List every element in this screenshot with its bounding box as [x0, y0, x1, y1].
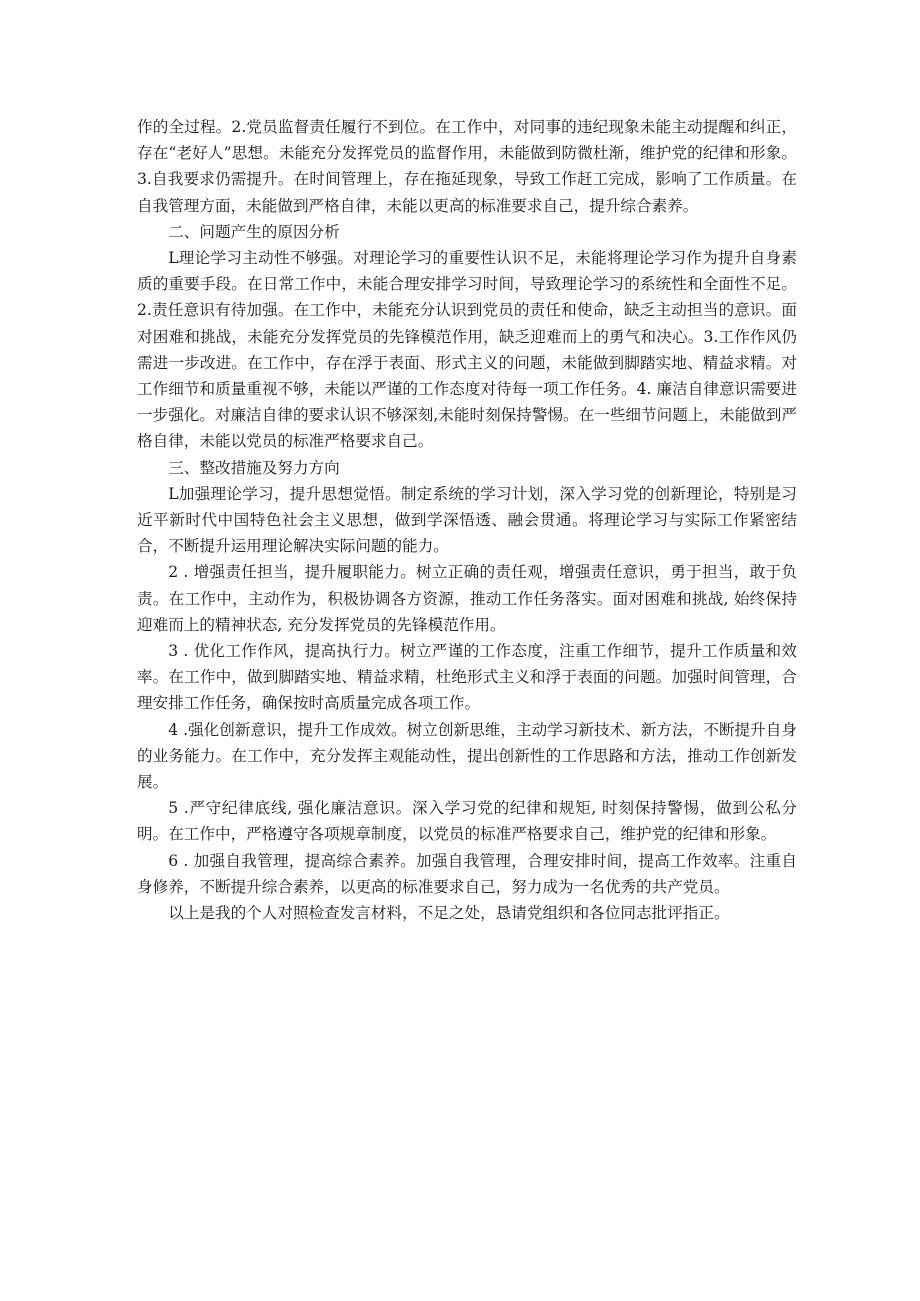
rectification-item: L加强理论学习，提升思想觉悟。制定系统的学习计划，深入学习党的创新理论，特别是习近平新时代中国特色社会主义思想，做到学深悟透、融会贯通。将理论学习与实际工作紧密结合，不断提升运用理论解决实际问题的能力。 [137, 484, 797, 556]
closing-paragraph: 以上是我的个人对照检查发言材料，不足之处，恳请党组织和各位同志批评指正。 [168, 904, 730, 923]
opening-paragraph: 作的全过程。2.党员监督责任履行不到位。在工作中，对同事的违纪现象未能主动提醒和纠正，存在“老好人”思想。未能充分发挥党员的监督作用，未能做到防微杜渐，维护党的纪律和形象。3.自我要求仍需提升。在时间管理上，存在拖延现象，导致工作赶工完成，影响了工作质量。在自我管理方面，未能做到严格自律，未能以更高的标准要求自己，提升综合素养。 [137, 118, 797, 215]
rectification-item: 6 . 加强自我管理，提高综合素养。加强自我管理，合理安排时间，提高工作效率。注重自身修养，不断提升综合素养，以更高的标准要求自己，努力成为一名优秀的共产党员。 [137, 851, 797, 896]
rectification-item: 4 .强化创新意识，提升工作成效。树立创新思维，主动学习新技术、新方法，不断提升自身的业务能力。在工作中，充分发挥主观能动性，提出创新性的工作思路和方法，推动工作创新发展。 [137, 720, 797, 792]
document-page [137, 114, 797, 926]
rectification-item: 2 . 增强责任担当，提升履职能力。树立正确的责任观，增强责任意识，勇于担当，敢于负责。在工作中，主动作为，积极协调各方资源，推动工作任务落实。面对困难和挑战, 始终保持迎难而上的精神状态, 充分发挥党员的先锋模范作用。 [137, 563, 797, 634]
rectification-item: 5 .严守纪律底线, 强化廉洁意识。深入学习党的纪律和规矩, 时刻保持警惕，做到公私分明。在工作中，严格遵守各项规章制度，以党员的标准严格要求自己，维护党的纪律和形象。 [137, 799, 797, 844]
section-heading-cause-analysis: 二、问题产生的原因分析 [168, 222, 340, 241]
cause-analysis-paragraph: L理论学习主动性不够强。对理论学习的重要性认识不足，未能将理论学习作为提升自身素质的重要手段。在日常工作中，未能合理安排学习时间，导致理论学习的系统性和全面性不足。2.责任意识有待加强。在工作中，未能充分认识到党员的责任和使命，缺乏主动担当的意识。面对困难和挑战，未能充分发挥党员的先锋模范作用，缺乏迎难而上的勇气和决心。3.工作作风仍需进一步改进。在工作中，存在浮于表面、形式主义的问题，未能做到脚踏实地、精益求精。对工作细节和质量重视不够，未能以严谨的工作态度对待每一项工作任务。4. 廉洁自律意识需要进一步强化。对廉洁自律的要求认识不够深刻,未能时刻保持警惕。在一些细节问题上，未能做到严格自律，未能以党员的标准严格要求自己。 [137, 249, 797, 451]
section-heading-rectification: 三、整改措施及努力方向 [168, 458, 340, 477]
rectification-item: 3 . 优化工作作风，提高执行力。树立严谨的工作态度，注重工作细节，提升工作质量和效率。在工作中，做到脚踏实地、精益求精，杜绝形式主义和浮于表面的问题。加强时间管理，合理安排工作任务，确保按时高质量完成各项工作。 [137, 642, 797, 713]
